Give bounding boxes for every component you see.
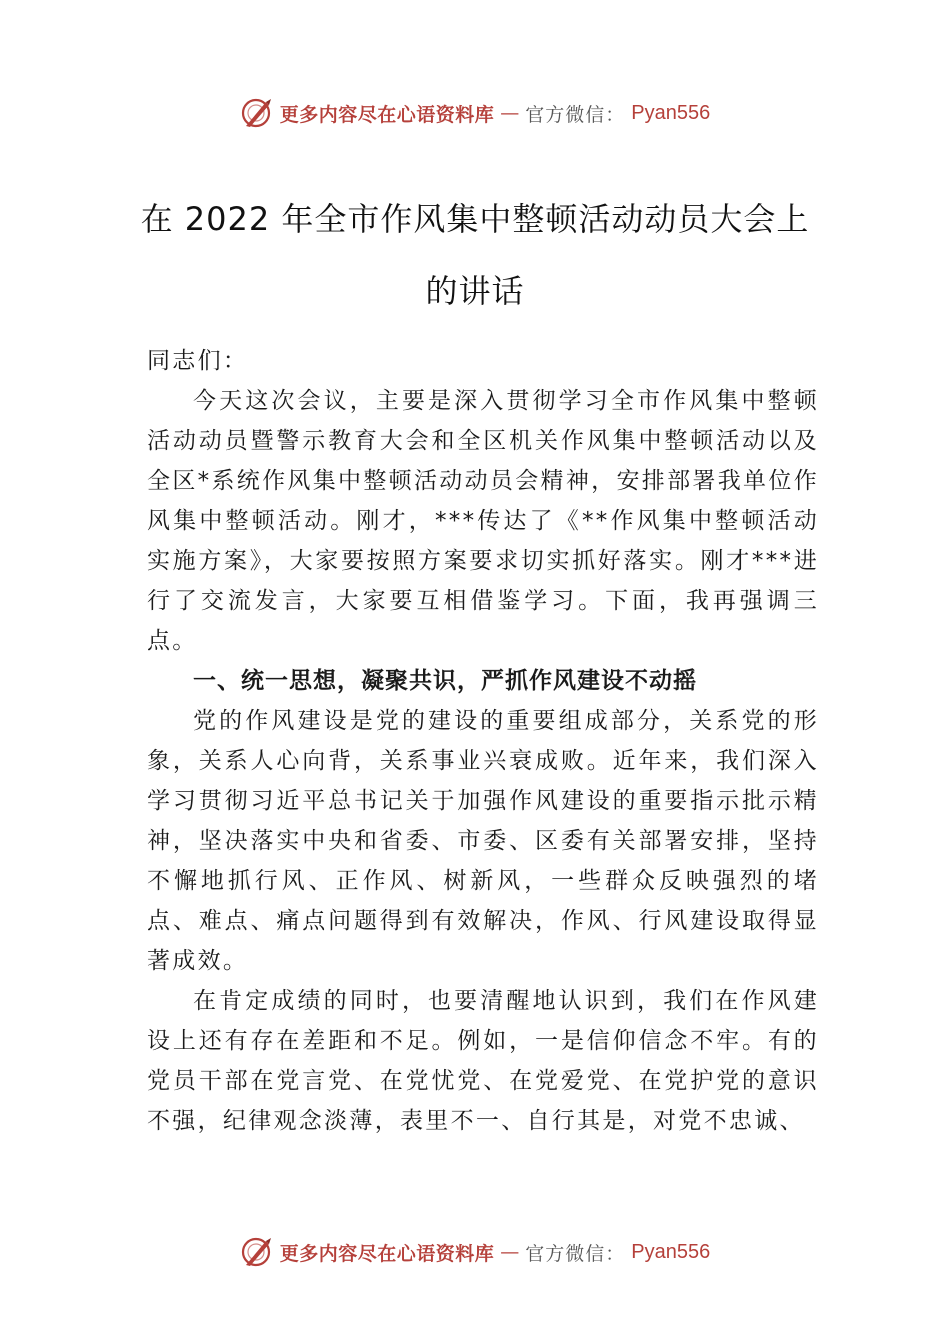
- quill-logo-icon: [240, 1235, 274, 1269]
- banner-wechat-label: 官方微信：: [525, 1242, 626, 1265]
- body-paragraph: 今天这次会议，主要是深入贯彻学习全市作风集中整顿活动动员暨警示教育大会和全区机关作风集中整顿活动以及全区*系统作风集中整顿活动动员会精神，安排部署我单位作风集中整顿活动。刚才，***传达了《**作风集中整顿活动实施方案》，大家要按照方案要求切实抓好落实。刚才***进行了交流发言，大家要互相借鉴学习。下面，我再强调三点。: [147, 388, 819, 654]
- banner-brand-text: 更多内容尽在心语资料库: [279, 1242, 495, 1265]
- body-paragraph: 在肯定成绩的同时，也要清醒地认识到，我们在作风建设上还有存在差距和不足。例如，一是信仰信念不牢。有的党员干部在党言党、在党忧党、在党爱党、在党护党的意识不强，纪律观念淡薄，表里不一、自行其是，对党不忠诚、: [147, 988, 819, 1134]
- document-body: [147, 341, 819, 1141]
- body-paragraph: 党的作风建设是党的建设的重要组成部分，关系党的形象，关系人心向背，关系事业兴衰成败。近年来，我们深入学习贯彻习近平总书记关于加强作风建设的重要指示批示精神，坚决落实中央和省委、市委、区委有关部署安排，坚持不懈地抓行风、正作风、树新风，一些群众反映强烈的堵点、难点、痛点问题得到有效解决，作风、行风建设取得显著成效。: [147, 708, 819, 974]
- banner-wechat-label: 官方微信：: [525, 103, 626, 126]
- banner-brand-text: 更多内容尽在心语资料库: [279, 103, 495, 126]
- header-banner: [0, 93, 950, 133]
- salutation: 同志们：: [147, 348, 249, 374]
- banner-dash: —: [500, 102, 520, 124]
- quill-logo-icon: [240, 96, 274, 130]
- banner-dash: —: [500, 1241, 520, 1263]
- banner-wechat-id: Pyan556: [631, 1240, 711, 1263]
- section-heading: 一、统一思想，凝聚共识，严抓作风建设不动摇: [193, 668, 697, 694]
- footer-banner: [0, 1232, 950, 1272]
- banner-wechat-id: Pyan556: [631, 101, 711, 124]
- document-title: 在 2022 年全市作风集中整顿活动动员大会上的讲话: [140, 200, 810, 310]
